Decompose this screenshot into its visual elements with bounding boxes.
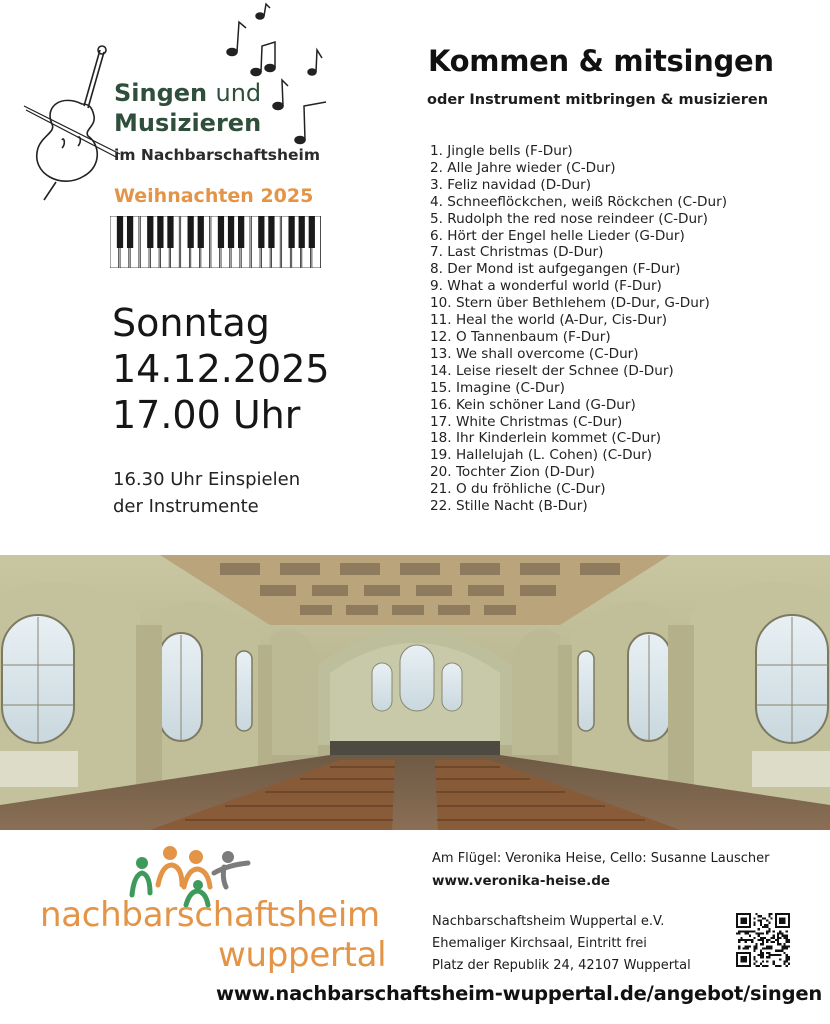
qr-module <box>755 965 757 967</box>
qr-module <box>771 941 773 943</box>
qr-module <box>777 954 779 956</box>
qr-module <box>745 945 747 947</box>
qr-module <box>777 965 779 967</box>
qr-module <box>771 937 773 939</box>
song-item: 3. Feliz navidad (D-Dur) <box>430 176 592 193</box>
event-url-link[interactable]: www.nachbarschaftsheim-wuppertal.de/angebot/singen <box>216 982 823 1005</box>
qr-module <box>753 963 755 965</box>
logo-wordmark-line2: wuppertal <box>218 935 387 975</box>
qr-module <box>779 950 781 952</box>
qr-module <box>760 915 762 917</box>
qr-module <box>784 945 786 947</box>
qr-module <box>755 943 757 945</box>
subheadline: oder Instrument mitbringen & musizieren <box>427 92 769 108</box>
qr-module <box>740 917 746 923</box>
piano-black-key <box>309 216 315 248</box>
qr-module <box>760 924 762 926</box>
song-item: 22. Stille Nacht (B-Dur) <box>430 498 588 515</box>
piano-black-key <box>167 216 173 248</box>
qr-module <box>766 932 768 934</box>
qr-module <box>777 941 779 943</box>
qr-module <box>764 937 766 939</box>
title-word-singen: Singen <box>114 79 208 107</box>
qr-module <box>786 958 788 960</box>
qr-module <box>762 956 764 958</box>
qr-module <box>784 963 786 965</box>
qr-module <box>764 948 766 950</box>
qr-module <box>786 965 788 967</box>
qr-module <box>762 917 764 919</box>
piano-black-key <box>299 216 305 248</box>
qr-module <box>758 932 760 934</box>
qr-module <box>768 954 770 956</box>
piano-black-key <box>288 216 294 248</box>
qr-module <box>747 930 749 932</box>
qr-module <box>777 939 779 941</box>
qr-module <box>786 961 788 963</box>
song-item: 5. Rudolph the red nose reindeer (C-Dur) <box>430 210 708 227</box>
qr-module <box>779 937 781 939</box>
qr-module <box>768 922 770 924</box>
qr-module <box>760 956 762 958</box>
qr-module <box>758 915 760 917</box>
qr-module <box>768 930 770 932</box>
event-title <box>114 78 261 138</box>
warmup-note <box>113 466 300 520</box>
qr-module <box>773 937 775 939</box>
qr-module <box>766 952 768 954</box>
qr-module <box>747 939 749 941</box>
qr-module <box>779 965 781 967</box>
song-item: 18. Ihr Kinderlein kommet (C-Dur) <box>430 430 662 447</box>
qr-module <box>742 939 744 941</box>
qr-module <box>764 917 766 919</box>
qr-module <box>784 961 786 963</box>
song-item: 14. Leise rieselt der Schnee (D-Dur) <box>430 362 674 379</box>
qr-module <box>766 919 768 921</box>
qr-module <box>760 932 762 934</box>
piano-black-key <box>127 216 133 248</box>
qr-module <box>762 952 764 954</box>
piano-black-key <box>117 216 123 248</box>
qr-module <box>777 932 779 934</box>
headline: Kommen & mitsingen <box>428 44 774 78</box>
qr-module <box>784 935 786 937</box>
piano-keys-icon <box>110 216 322 268</box>
qr-module <box>755 961 757 963</box>
qr-module <box>751 939 753 941</box>
qr-module <box>768 939 770 941</box>
piano-black-key <box>258 216 264 248</box>
song-item: 8. Der Mond ist aufgegangen (F-Dur) <box>430 261 681 278</box>
qr-module <box>753 930 755 932</box>
qr-module <box>747 932 749 934</box>
qr-module <box>740 937 742 939</box>
qr-module <box>760 919 762 921</box>
org-name: Nachbarschaftsheim Wuppertal e.V. <box>432 914 665 929</box>
qr-module <box>753 950 755 952</box>
qr-module <box>745 939 747 941</box>
piano-black-key <box>147 216 153 248</box>
qr-module <box>773 935 775 937</box>
piano-black-key <box>198 216 204 248</box>
qr-module <box>786 937 788 939</box>
qr-module <box>758 939 760 941</box>
qr-module <box>738 941 740 943</box>
qr-module <box>768 915 770 917</box>
qr-module <box>766 939 768 941</box>
qr-module <box>760 939 762 941</box>
qr-module <box>775 965 777 967</box>
qr-module <box>753 917 755 919</box>
qr-module <box>777 937 779 939</box>
qr-module <box>762 943 764 945</box>
qr-module <box>775 939 777 941</box>
qr-module <box>760 943 762 945</box>
qr-module <box>745 930 747 932</box>
song-item: 6. Hört der Engel helle Lieder (G-Dur) <box>430 227 685 244</box>
qr-module <box>753 937 755 939</box>
song-item: 12. O Tannenbaum (F-Dur) <box>430 328 611 345</box>
qr-module <box>766 945 768 947</box>
qr-module <box>762 939 764 941</box>
qr-module <box>742 930 744 932</box>
logo-wordmark-line1: nachbarschaftsheim <box>40 895 380 935</box>
qr-module <box>751 930 753 932</box>
qr-module <box>760 950 762 952</box>
performer-website-link[interactable]: www.veronika-heise.de <box>432 873 611 889</box>
qr-module <box>760 963 762 965</box>
qr-module <box>758 928 760 930</box>
song-item: 15. Imagine (C-Dur) <box>430 379 565 396</box>
qr-module <box>758 965 760 967</box>
qr-module <box>773 954 775 956</box>
qr-module <box>766 924 768 926</box>
qr-module <box>773 941 775 943</box>
qr-module <box>771 913 773 915</box>
qr-module <box>771 945 773 947</box>
qr-module <box>749 945 751 947</box>
warmup-line1: 16.30 Uhr Einspielen <box>113 469 301 490</box>
qr-module <box>760 952 762 954</box>
song-item: 17. White Christmas (C-Dur) <box>430 413 623 430</box>
qr-module <box>786 930 788 932</box>
song-item: 21. O du fröhliche (C-Dur) <box>430 481 606 498</box>
qr-module <box>755 913 757 915</box>
qr-module <box>747 945 749 947</box>
event-time: 17.00 Uhr <box>112 393 301 437</box>
qr-module <box>762 937 764 939</box>
qr-module <box>762 961 764 963</box>
qr-module <box>740 939 742 941</box>
qr-module <box>788 958 790 960</box>
qr-module <box>753 956 755 958</box>
qr-module <box>786 941 788 943</box>
qr-module <box>786 945 788 947</box>
song-item: 19. Hallelujah (L. Cohen) (C-Dur) <box>430 447 653 464</box>
qr-module <box>773 963 775 965</box>
qr-module <box>738 930 740 932</box>
hall-photo <box>0 555 830 830</box>
qr-module <box>758 954 760 956</box>
qr-module <box>749 930 751 932</box>
event-date: 14.12.2025 <box>112 347 330 391</box>
qr-module <box>766 965 768 967</box>
qr-module <box>775 954 777 956</box>
qr-module <box>766 948 768 950</box>
qr-module <box>784 952 786 954</box>
qr-module <box>768 948 770 950</box>
song-item: 2. Alle Jahre wieder (C-Dur) <box>430 159 616 176</box>
qr-module <box>784 943 786 945</box>
song-item: 4. Schneeflöckchen, weiß Röckchen (C-Dur) <box>430 193 727 210</box>
piano-black-key <box>218 216 224 248</box>
qr-module <box>758 935 760 937</box>
qr-module <box>762 932 764 934</box>
qr-module <box>771 954 773 956</box>
song-item: 20. Tochter Zion (D-Dur) <box>430 464 595 481</box>
qr-module <box>738 948 740 950</box>
credits <box>432 847 770 893</box>
street-address: Platz der Republik 24, 42107 Wuppertal <box>432 958 691 973</box>
qr-module <box>786 939 788 941</box>
song-item: 16. Kein schöner Land (G-Dur) <box>430 396 636 413</box>
song-item: 1. Jingle bells (F-Dur) <box>430 143 573 159</box>
event-season: Weihnachten 2025 <box>114 185 314 207</box>
event-subtitle: im Nachbarschaftsheim <box>114 146 321 164</box>
qr-module <box>768 945 770 947</box>
qr-module <box>760 937 762 939</box>
piano-black-key <box>238 216 244 248</box>
qr-module <box>766 941 768 943</box>
qr-module <box>738 932 740 934</box>
qr-module <box>753 948 755 950</box>
qr-module <box>749 939 751 941</box>
qr-module <box>771 917 773 919</box>
qr-module <box>753 958 755 960</box>
piano-black-key <box>268 216 274 248</box>
qr-module <box>755 945 757 947</box>
qr-module <box>762 926 764 928</box>
qr-module <box>760 954 762 956</box>
qr-module <box>755 932 757 934</box>
qr-module <box>749 935 751 937</box>
qr-module <box>766 956 768 958</box>
qr-module <box>745 932 747 934</box>
qr-module <box>773 961 775 963</box>
qr-module <box>771 948 773 950</box>
qr-module <box>762 948 764 950</box>
qr-module <box>777 950 779 952</box>
qr-module <box>740 956 746 962</box>
piano-black-key <box>188 216 194 248</box>
qr-module <box>753 922 755 924</box>
qr-module <box>786 935 788 937</box>
qr-module <box>738 945 740 947</box>
qr-code-icon[interactable] <box>736 913 790 967</box>
song-item: 10. Stern über Bethlehem (D-Dur, G-Dur) <box>430 295 710 312</box>
qr-module <box>784 948 786 950</box>
qr-module <box>779 932 781 934</box>
qr-module <box>745 941 747 943</box>
song-list <box>430 143 727 515</box>
qr-module <box>747 948 749 950</box>
qr-module <box>786 954 788 956</box>
song-item: 13. We shall overcome (C-Dur) <box>430 345 639 362</box>
qr-module <box>740 930 742 932</box>
qr-module <box>788 939 790 941</box>
qr-module <box>784 937 786 939</box>
qr-module <box>751 941 753 943</box>
qr-module <box>764 924 766 926</box>
qr-module <box>779 930 781 932</box>
qr-module <box>768 913 770 915</box>
qr-module <box>786 956 788 958</box>
cello-icon <box>22 44 122 202</box>
qr-module <box>779 954 781 956</box>
qr-module <box>768 952 770 954</box>
qr-module <box>766 961 768 963</box>
song-item: 11. Heal the world (A-Dur, Cis-Dur) <box>430 312 668 329</box>
qr-module <box>758 919 760 921</box>
venue-info: Ehemaliger Kirchsaal, Eintritt frei <box>432 936 647 951</box>
qr-module <box>762 954 764 956</box>
qr-module <box>762 941 764 943</box>
qr-module <box>755 948 757 950</box>
qr-module <box>736 932 738 934</box>
qr-module <box>779 958 781 960</box>
piano-black-key <box>157 216 163 248</box>
qr-module <box>764 926 766 928</box>
qr-module <box>777 943 779 945</box>
qr-module <box>745 948 747 950</box>
qr-module <box>760 922 762 924</box>
title-word-musizieren: Musizieren <box>114 109 262 137</box>
qr-module <box>788 963 790 965</box>
venue-address <box>432 911 691 977</box>
qr-module <box>766 926 768 928</box>
qr-module <box>738 939 740 941</box>
title-word-und: und <box>215 79 262 107</box>
performers: Am Flügel: Veronika Heise, Cello: Susanne Lauscher <box>432 851 770 866</box>
qr-module <box>788 945 790 947</box>
song-item: 7. Last Christmas (D-Dur) <box>430 244 604 261</box>
qr-module <box>788 956 790 958</box>
piano-black-key <box>228 216 234 248</box>
qr-module <box>781 945 783 947</box>
qr-module <box>786 948 788 950</box>
qr-module <box>742 948 744 950</box>
qr-module <box>781 948 783 950</box>
qr-module <box>768 928 770 930</box>
song-item: 9. What a wonderful world (F-Dur) <box>430 278 662 295</box>
qr-module <box>753 945 755 947</box>
qr-module <box>788 941 790 943</box>
qr-module <box>766 930 768 932</box>
qr-module <box>764 965 766 967</box>
date-block <box>112 300 330 438</box>
qr-module <box>781 950 783 952</box>
qr-module <box>773 930 775 932</box>
qr-module <box>781 932 783 934</box>
qr-module <box>775 950 777 952</box>
qr-module <box>777 935 779 937</box>
qr-module <box>781 935 783 937</box>
qr-module <box>768 956 770 958</box>
qr-module <box>762 965 764 967</box>
qr-module <box>779 943 781 945</box>
event-day: Sonntag <box>112 301 270 345</box>
qr-module <box>753 924 755 926</box>
warmup-line2: der Instrumente <box>113 496 259 517</box>
qr-module <box>779 917 785 923</box>
